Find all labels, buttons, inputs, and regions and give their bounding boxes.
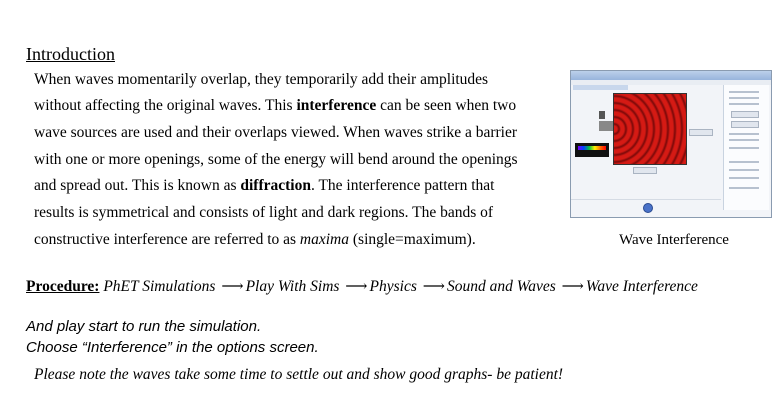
procedure-line (26, 277, 698, 296)
intro-line-7 (34, 230, 476, 250)
intro-text: (single=maximum). (349, 231, 476, 248)
window-titlebar (571, 71, 771, 80)
divider (571, 199, 721, 200)
window-tabs (573, 85, 628, 90)
panel-line (729, 161, 759, 163)
instruction-line-1: And play start to run the simulation. (26, 318, 262, 335)
intro-text: constructive interference are referred to as (34, 231, 300, 248)
play-icon (643, 203, 653, 213)
panel-button (689, 129, 713, 136)
panel-line (729, 133, 759, 135)
intro-line-5 (34, 176, 494, 196)
intro-text: can be seen when two (376, 97, 517, 114)
panel-button (633, 167, 657, 174)
panel-button (731, 121, 759, 128)
patience-note: Please note the waves take some time to settle out and show good graphs- be patient! (34, 366, 564, 383)
panel-line (729, 97, 759, 99)
panel-line (729, 139, 759, 141)
panel-line (729, 91, 759, 93)
intro-text: . The interference pattern that (310, 177, 495, 194)
arrow-icon: ⟶ (221, 278, 244, 295)
arrow-icon: ⟶ (422, 278, 445, 295)
intro-line-2 (34, 96, 516, 116)
term-maxima: maxima (299, 231, 349, 248)
faucet-body-icon (599, 121, 613, 131)
step-play-with-sims: Play With Sims (245, 278, 340, 295)
intro-line-3: wave sources are used and their overlaps viewed. When waves strike a barrier (34, 124, 518, 141)
panel-line (729, 103, 759, 105)
intro-text: and spread out. This is known as (34, 177, 241, 194)
figure-caption: Wave Interference (619, 232, 729, 248)
intro-line-1: When waves momentarily overlap, they temporarily add their amplitudes (34, 71, 489, 88)
wave-pattern (613, 93, 687, 165)
intro-line-4: with one or more openings, some of the energy will bend around the openings (34, 151, 518, 168)
color-spectrum-control (575, 143, 609, 157)
term-interference: interference (296, 97, 377, 114)
step-phet-simulations: PhET Simulations (103, 278, 216, 295)
panel-line (729, 147, 759, 149)
panel-line (729, 169, 759, 171)
intro-line-6: results is symmetrical and consists of light and dark regions. The bands of (34, 204, 494, 221)
step-physics: Physics (369, 278, 417, 295)
panel-button (731, 111, 759, 118)
instruction-line-2: Choose “Interference” in the options screen. (26, 339, 319, 356)
faucet-icon (599, 111, 605, 119)
panel-line (729, 177, 759, 179)
panel-line (729, 187, 759, 189)
step-sound-and-waves: Sound and Waves (447, 278, 556, 295)
intro-text: without affecting the original waves. This (34, 97, 297, 114)
term-diffraction: diffraction (240, 177, 311, 194)
step-wave-interference: Wave Interference (585, 278, 698, 295)
arrow-icon: ⟶ (561, 278, 584, 295)
procedure-label: Procedure: (26, 278, 100, 295)
simulation-screenshot (570, 70, 772, 218)
arrow-icon: ⟶ (345, 278, 368, 295)
intro-heading: Introduction (26, 44, 115, 64)
